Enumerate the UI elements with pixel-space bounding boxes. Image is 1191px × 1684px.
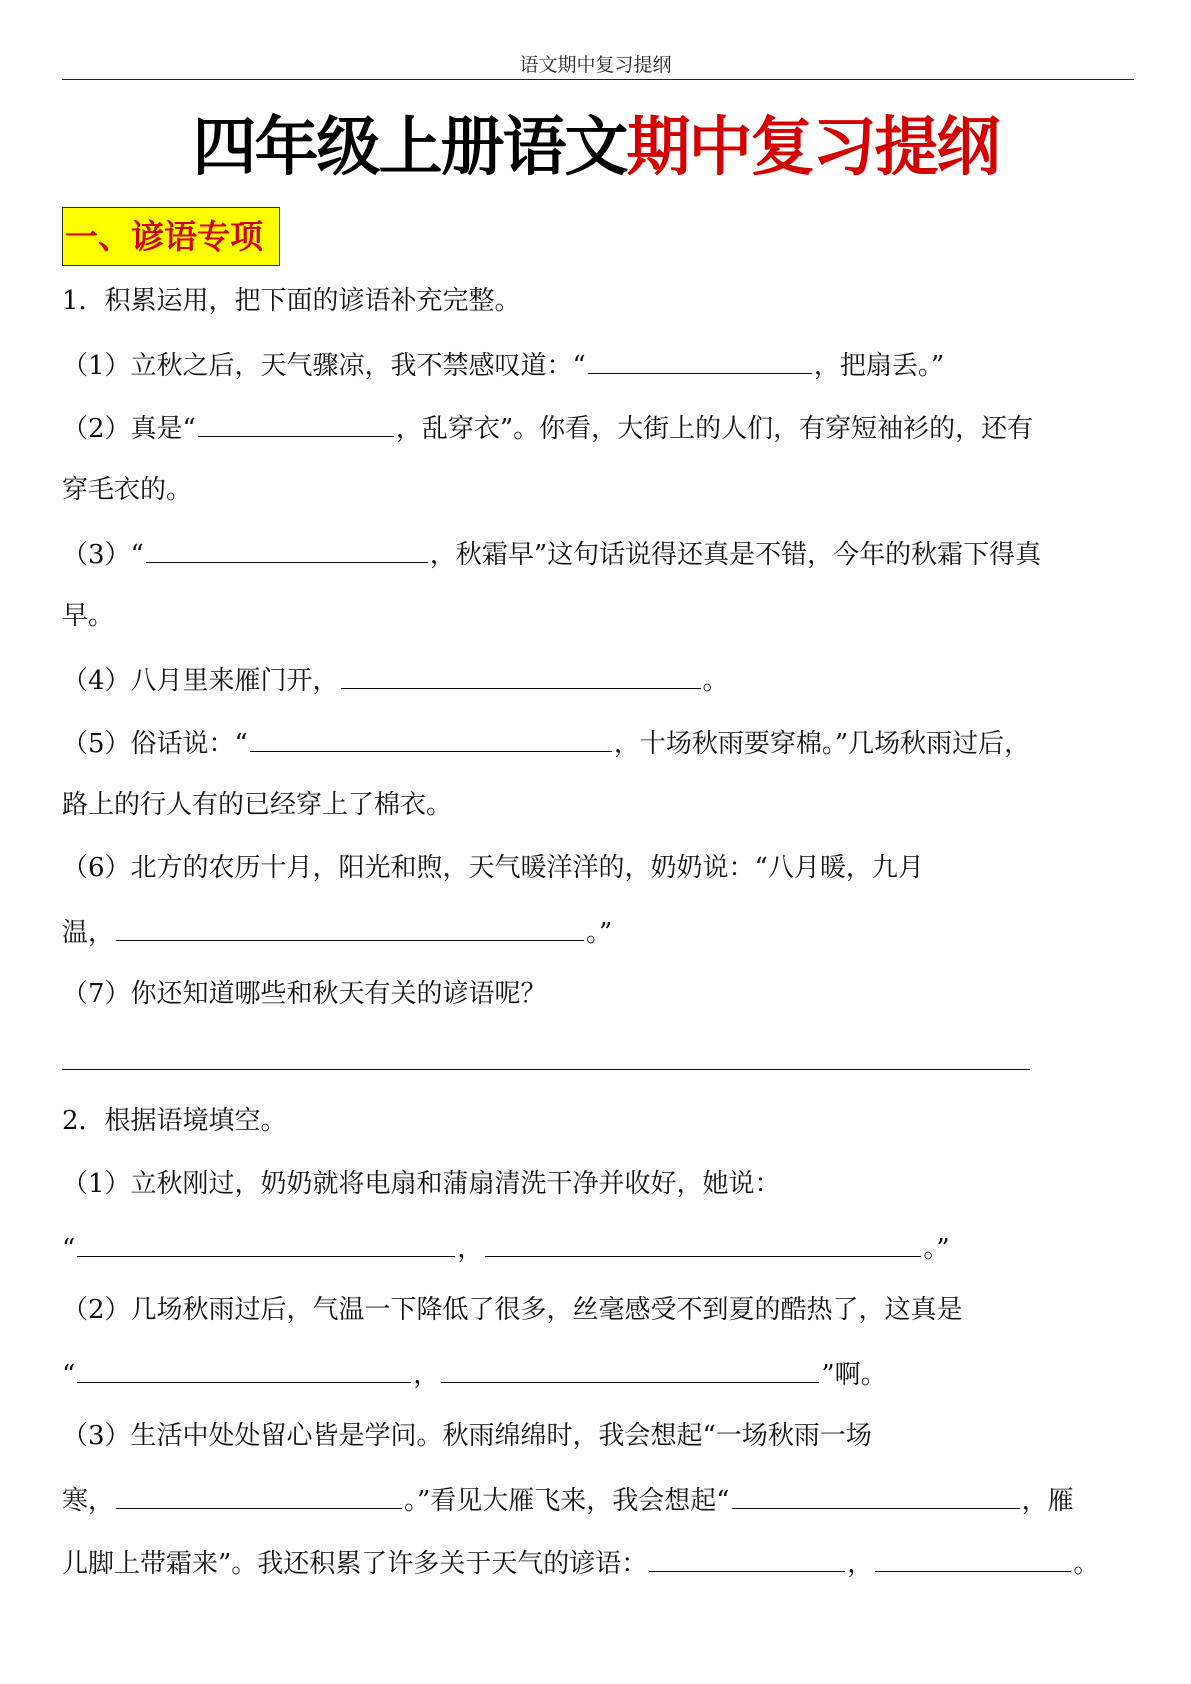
q2-item-3-text-c: 。”看见大雁飞来，我会想起“ [404,1486,730,1516]
q1-item-6: （6）北方的农历十月，阳光和煦，天气暖洋洋的，奶奶说：“八月暖，九月 [62,853,924,883]
page-title [0,108,1191,188]
q2-item-1-text-d: 。” [923,1234,950,1264]
q2-item-3: （3）生活中处处留心皆是学问。秋雨绵绵时，我会想起“一场秋雨一场 [62,1421,872,1451]
q2-item-3-blank-4[interactable] [875,1545,1071,1572]
q2-item-3-text-f: ， [847,1549,874,1579]
q2-item-3-cont [62,1482,1074,1518]
q2-item-2-text-c: ， [413,1360,440,1390]
question-2-stem: 2．根据语境填空。 [62,1106,287,1136]
section-heading-proverbs: 一、谚语专项 [62,207,280,266]
q1-item-4-text-a: （4）八月里来雁门开， [62,666,339,696]
q1-item-2-cont: 穿毛衣的。 [62,475,193,505]
q1-item-6-cont [62,914,612,950]
q1-item-1 [62,347,944,383]
q2-item-2-blank-1[interactable] [77,1356,411,1383]
q2-item-1-cont [62,1230,950,1266]
q2-item-1-text-b: “ [62,1234,76,1264]
q2-item-2-text-b: “ [62,1360,76,1390]
q1-item-5-cont: 路上的行人有的已经穿上了棉衣。 [62,790,453,820]
q1-item-3-text-b: ，秋霜早”这句话说得还真是不错，今年的秋霜下得真 [429,540,1042,570]
q1-item-2-text-a: （2）真是“ [62,414,196,444]
q2-item-1: （1）立秋刚过，奶奶就将电扇和蒲扇清洗干净并收好，她说： [62,1169,781,1199]
q1-item-6-text-c: 。” [586,918,613,948]
title-black-part: 四年级上册语文 [192,111,627,185]
q2-item-2-blank-2[interactable] [441,1356,819,1383]
q2-item-2: （2）几场秋雨过后，气温一下降低了很多，丝毫感受不到夏的酷热了，这真是 [62,1295,963,1325]
q1-item-3-cont: 早。 [62,601,115,631]
q2-item-3-blank-2[interactable] [732,1482,1020,1509]
q1-item-1-text-a: （1）立秋之后，天气骤凉，我不禁感叹道：“ [62,351,586,381]
q2-item-3-text-e: 儿脚上带霜来”。我还积累了许多关于天气的谚语： [62,1549,648,1579]
q2-item-3-text-d: ，雁 [1021,1486,1074,1516]
running-header: 语文期中复习提纲 [519,54,672,76]
q1-item-2-blank[interactable] [198,410,394,437]
q1-item-1-text-b: ，把扇丢。” [813,351,945,381]
q1-item-2 [62,410,1033,446]
q2-item-2-text-d: ”啊。 [821,1360,887,1390]
q2-item-1-text-c: ， [457,1234,484,1264]
q2-item-3-text-b: 寒， [62,1486,115,1516]
q1-item-3-text-a: （3）“ [62,540,144,570]
q1-item-5-text-a: （5）俗话说：“ [62,729,248,759]
q1-item-2-text-b: ，乱穿衣”。你看，大街上的人们，有穿短袖衫的，还有 [395,414,1034,444]
q2-item-3-blank-1[interactable] [116,1482,402,1509]
q1-item-5-blank[interactable] [250,725,612,752]
question-1-stem: 1．积累运用，把下面的谚语补充完整。 [62,286,521,316]
q1-item-3-blank[interactable] [146,536,428,563]
q1-item-4 [62,662,729,698]
q2-item-3-cont-2 [62,1545,1099,1581]
q1-item-6-text-b: 温， [62,918,115,948]
q2-item-3-blank-3[interactable] [649,1545,845,1572]
q2-item-3-text-g: 。 [1073,1549,1100,1579]
q1-item-6-blank[interactable] [116,914,584,941]
q1-item-4-text-b: 。 [702,666,729,696]
q2-item-1-blank-1[interactable] [77,1230,455,1257]
q1-item-4-blank[interactable] [341,662,701,689]
q1-item-1-blank[interactable] [588,347,812,374]
q2-item-2-cont [62,1356,887,1392]
q1-item-5-text-b: ，十场秋雨要穿棉。”几场秋雨过后， [613,729,1031,759]
header-divider [62,79,1134,80]
q1-item-5 [62,725,1030,761]
q1-item-7: （7）你还知道哪些和秋天有关的谚语呢？ [62,979,547,1009]
q2-item-1-blank-2[interactable] [485,1230,921,1257]
title-red-part: 期中复习提纲 [626,111,999,185]
q1-item-7-answer-line[interactable] [62,1069,1030,1070]
q1-item-3 [62,536,1041,572]
